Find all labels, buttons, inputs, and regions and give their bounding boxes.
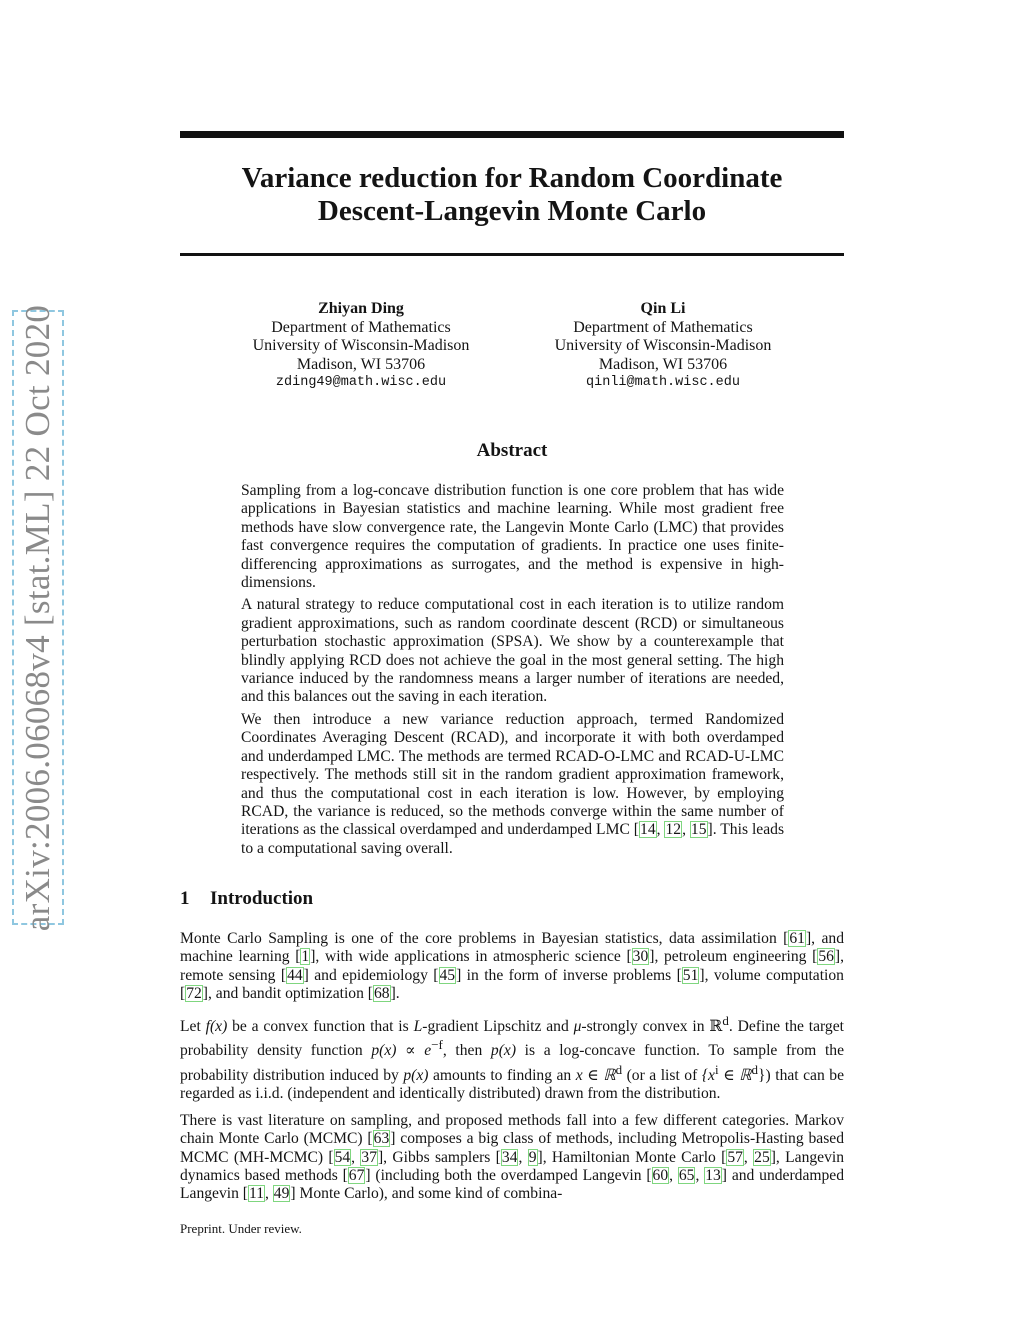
citation-link[interactable]: 14 xyxy=(640,821,656,839)
citation-link[interactable]: 60 xyxy=(652,1167,669,1185)
citation-link[interactable]: 51 xyxy=(682,966,699,984)
paper-title xyxy=(180,162,844,228)
author-block-2 xyxy=(513,300,813,393)
math-inline: p(x) xyxy=(403,1067,429,1084)
citation-link[interactable]: 1 xyxy=(301,948,310,966)
title-line-1: Variance reduction for Random Coordinate xyxy=(241,162,783,194)
citation-link[interactable]: 15 xyxy=(690,821,707,839)
author-name: Zhiyan Ding xyxy=(318,300,404,317)
citation-link[interactable]: 34 xyxy=(501,1148,518,1166)
math-inline: f(x) xyxy=(205,1017,228,1035)
author-university: University of Wisconsin-Madison xyxy=(252,337,470,354)
citation-link[interactable]: 12 xyxy=(665,821,682,839)
abstract-paragraph-2: A natural strategy to reduce computational cost in each iteration is to utilize random gradient approximations, such as random coordinate descent (RCD) or simultaneous perturbation stochastic approximation (SPSA). We show by a counterexample that blindly applying RCD does not achieve the goal in the most general setting. The high variance induced by the randomness means a larger number of iterations are needed, and this balances out the saving in each iteration. xyxy=(241,596,784,706)
citation-link[interactable]: 30 xyxy=(632,948,649,966)
introduction-body xyxy=(180,930,844,1212)
author-email[interactable]: zding49@math.wisc.edu xyxy=(275,375,447,390)
abstract-body xyxy=(241,482,784,862)
citation-link[interactable]: 68 xyxy=(374,985,390,1003)
author-university: University of Wisconsin-Madison xyxy=(554,337,772,354)
citation-link[interactable]: 11 xyxy=(248,1185,264,1203)
author-department: Department of Mathematics xyxy=(573,318,753,336)
math-inline: {x xyxy=(701,1067,715,1084)
section-number: 1 xyxy=(180,888,190,909)
section-heading-introduction xyxy=(180,888,313,910)
author-department: Department of Mathematics xyxy=(271,318,451,336)
citation-link[interactable]: 54 xyxy=(334,1148,351,1166)
title-rule-bottom xyxy=(180,253,844,256)
citation-link[interactable]: 13 xyxy=(705,1167,721,1185)
citation-link[interactable]: 65 xyxy=(678,1167,695,1185)
citation-link[interactable]: 63 xyxy=(373,1130,390,1148)
math-inline: L xyxy=(413,1017,423,1035)
author-city: Madison, WI 53706 xyxy=(296,355,426,373)
author-email[interactable]: qinli@math.wisc.edu xyxy=(586,375,740,390)
abstract-paragraph-1: Sampling from a log-concave distribution function is one core problem that has wide applications in Bayesian statistics and machine learning. While most gradient free methods have slow convergence rate, the Langevin Monte Carlo (LMC) that provides fast convergence requires the computation of gradients. In practice one uses finite-differencing approximations as surrogates, and the method is expensive in high-dimensions. xyxy=(241,482,784,592)
title-line-2: Descent-Langevin Monte Carlo xyxy=(317,195,707,227)
abstract-heading: Abstract xyxy=(476,440,548,461)
citation-link[interactable]: 37 xyxy=(361,1148,377,1166)
math-inline: ℝ xyxy=(709,1017,723,1035)
math-inline: x ∈ ℝ xyxy=(575,1067,616,1084)
citation-link[interactable]: 67 xyxy=(348,1167,365,1185)
citation-link[interactable]: 44 xyxy=(287,966,303,984)
intro-paragraph-1: Monte Carlo Sampling is one of the core problems in Bayesian statistics, data assimilation [61], and machine learning [1], with wide applications in atmospheric science [30], petroleum engineering [56], remote sensing [44] and epidemiology [45] in the form of inverse problems [51], volume computation [72], and bandit optimization [68]. xyxy=(180,930,844,1003)
abstract-paragraph-3: We then introduce a new variance reduction approach, termed Randomized Coordinates Averaging Descent (RCAD), and incorporate it with both overdamped and underdamped LMC. The methods are termed RCAD-O-LMC and RCAD-U-LMC respectively. The methods still sit in the random gradient approximation framework, and thus the computational cost in each iteration is low. However, by employing RCAD, the variance is reduced, so the methods converge within the same number of iterations as the classical overdamped and underdamped LMC [14, 12, 15]. This leads to a computational saving overall. xyxy=(241,710,785,857)
math-inline: p(x) xyxy=(490,1042,517,1060)
citation-link[interactable]: 72 xyxy=(186,985,202,1003)
title-rule-top xyxy=(180,131,844,138)
intro-paragraph-3: There is vast literature on sampling, and proposed methods fall into a few different categories. Markov chain Monte Carlo (MCMC) [63] composes a big class of methods, including Metropolis-Hasting based MCMC (MH-MCMC) [54, 37], Gibbs samplers [34, 9], Hamiltonian Monte Carlo [57, 25], Langevin dynamics based methods [67] (including both the overdamped Langevin [60, 65, 13] and underdamped Langevin [11, 49] Monte Carlo), and some kind of combina- xyxy=(180,1111,845,1203)
citation-link[interactable]: 61 xyxy=(789,930,805,947)
citation-link[interactable]: 25 xyxy=(754,1148,770,1166)
author-name: Qin Li xyxy=(640,300,686,317)
citation-link[interactable]: 57 xyxy=(727,1148,743,1166)
section-title: Introduction xyxy=(210,888,314,909)
math-inline: μ xyxy=(573,1017,582,1035)
citation-link[interactable]: 49 xyxy=(273,1185,290,1203)
author-city: Madison, WI 53706 xyxy=(598,355,728,373)
math-inline: p(x) ∝ e xyxy=(371,1042,432,1060)
citation-link[interactable]: 56 xyxy=(818,948,834,966)
author-block-1 xyxy=(211,300,511,393)
footer-note: Preprint. Under review. xyxy=(180,1221,302,1236)
arxiv-identifier: arXiv:2006.06068v4 [stat.ML] 22 Oct 2020 xyxy=(18,304,57,931)
intro-paragraph-2: Let f(x) be a convex function that is L-gradient Lipschitz and μ-strongly convex in ℝ$^d$. Define the target probability density function $p(x) \propto e^{-f}$, then p(x) is a log-concave function. To sample from the probability distribution induced by p(x) amounts to finding an x ∈ ℝ$^d$ (or a list of {$x^i$ ∈ ℝ$^d$}) that can be regarded as i.i.d. (independent and identically distributed) drawn from the distribution. xyxy=(180,1012,844,1103)
citation-link[interactable]: 9 xyxy=(528,1148,537,1166)
arxiv-stamp xyxy=(12,304,64,931)
citation-link[interactable]: 45 xyxy=(439,966,456,984)
